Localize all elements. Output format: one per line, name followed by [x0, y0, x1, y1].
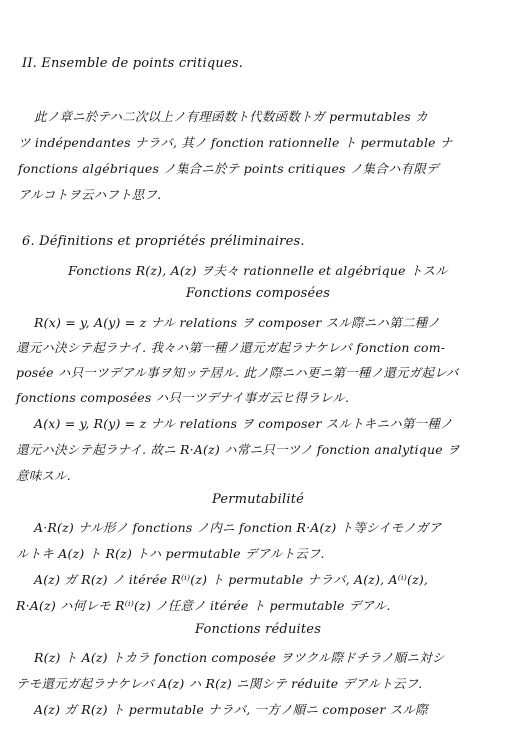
intro-line-1: 此ノ章ニ於テハ二次以上ノ有理函数ト代数函数トガ permutables カ [34, 109, 428, 124]
heading-fonctions-composees: Fonctions composées [185, 286, 331, 301]
permutabilite-line-3: A(z) ガ R(z) ノ itérée R⁽ⁱ⁾(z) ト permutable ナラバ, A(z), A⁽ⁱ⁾(z), [34, 572, 429, 587]
intro-line-4: アルコトヲ云ハフト思フ. [18, 187, 162, 202]
composees-line-2: 還元ハ決シテ起ラナイ. 我々ハ第一種ノ還元ガ起ラナケレバ fonction com- [16, 340, 446, 355]
permutabilite-line-1: A·R(z) ナル形ノ fonctions ノ内ニ fonction R·A(z) ト等シイモノガア [34, 520, 442, 535]
composees-line-1: R(x) = y, A(y) = z ナル relations ヲ composer スル際ニハ第二種ノ [34, 315, 441, 330]
composees-line-5: A(x) = y, R(y) = z ナル relations ヲ composer スルトキニハ第一種ノ [34, 416, 453, 431]
reduites-line-1: R(z) ト A(z) トカラ fonction composée ヲツクル際ドチラノ順ニ対シ [34, 650, 445, 665]
heading-permutabilite: Permutabilité [211, 492, 305, 507]
subsection-intro: Fonctions R(z), A(z) ヲ夫々 rationnelle et algébrique トスル [68, 263, 448, 278]
subsection-title: 6. Définitions et propriétés préliminaires. [22, 234, 305, 249]
composees-line-6: 還元ハ決シテ起ラナイ. 故ニ R·A(z) ハ常ニ只一ツノ fonction analytique ヲ [16, 442, 460, 457]
permutabilite-line-2: ルトキ A(z) ト R(z) トハ permutable デアルト云フ. [16, 546, 325, 561]
heading-fonctions-reduites: Fonctions réduites [194, 622, 322, 637]
composees-line-4: fonctions composées ハ只一ツデナイ事ガ云ヒ得ラレル. [16, 390, 350, 405]
section-title: II. Ensemble de points critiques. [22, 56, 244, 71]
composees-line-3: posée ハ只一ツデアル事ヲ知ッテ居ル. 此ノ際ニハ更ニ第一種ノ還元ガ起レバ [16, 365, 459, 380]
intro-line-2: ツ indépendantes ナラバ, 其ノ fonction rationnelle ト permutable ナ [18, 135, 453, 150]
reduites-line-2: テモ還元ガ起ラナケレバ A(z) ハ R(z) ニ関シテ réduite デアルト云フ. [16, 676, 423, 691]
composees-line-7: 意味スル. [16, 468, 71, 483]
permutabilite-line-4: R·A(z) ハ何レモ R⁽ⁱ⁾(z) ノ任意ノ itérée ト permutable デアル. [16, 598, 391, 613]
intro-line-3: fonctions algébriques ノ集合ニ於テ points critiques ノ集合ハ有限デ [18, 161, 439, 176]
reduites-line-3: A(z) ガ R(z) ト permutable ナラバ, 一方ノ順ニ composer スル際 [34, 702, 428, 717]
